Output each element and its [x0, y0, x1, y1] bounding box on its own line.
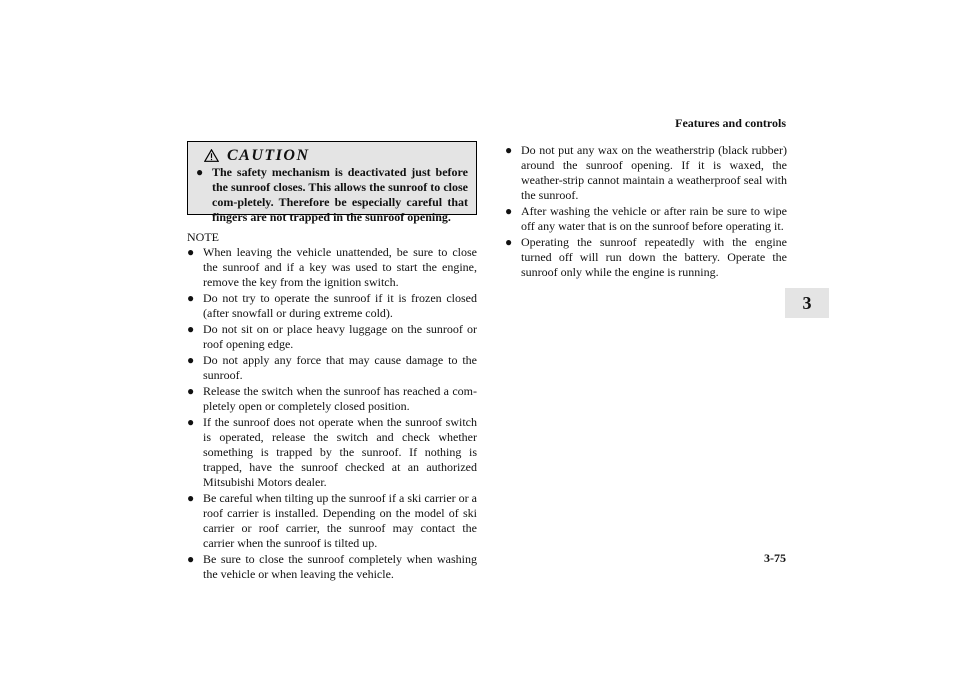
note-item	[187, 291, 477, 321]
note-text: If the sunroof does not operate when the sunroof switch is operated, release the switch and check whether something is trapped by the sunroof. If nothing is trapped, have the sunroof checked at an authorized Mitsubishi Motors dealer.	[203, 415, 477, 489]
note-item	[187, 245, 477, 290]
caution-label: CAUTION	[227, 146, 310, 164]
page-header: Features and controls	[675, 116, 786, 130]
note-item	[505, 204, 787, 234]
note-text: Do not put any wax on the weatherstrip (black rubber) around the sunroof opening. If it is waxed, the weather-strip cannot maintain a weatherproof seal with the sunroof.	[521, 143, 787, 202]
bullet-icon: ●	[187, 245, 195, 259]
note-text: Do not try to operate the sunroof if it is frozen closed (after snowfall or during extreme cold).	[203, 291, 477, 320]
note-item	[187, 552, 477, 582]
note-text: Do not sit on or place heavy luggage on the sunroof or roof opening edge.	[203, 322, 477, 351]
caution-text: The safety mechanism is deactivated just before the sunroof closes. This allows the sunroof to close com-pletely. Therefore be especially careful that fingers are not trapped in the sunroof opening.	[212, 165, 468, 224]
note-text: Release the switch when the sunroof has reached a com-pletely open or completely closed position.	[203, 384, 477, 413]
bullet-icon: ●	[505, 235, 513, 249]
note-item	[187, 384, 477, 414]
note-text: Be sure to close the sunroof completely when washing the vehicle or when leaving the vehicle.	[203, 552, 477, 581]
bullet-icon: ●	[187, 415, 195, 429]
caution-box	[187, 141, 477, 224]
bullet-icon: ●	[187, 491, 195, 505]
bullet-icon: ●	[505, 143, 513, 157]
caution-title	[204, 145, 468, 165]
warning-triangle-icon	[204, 149, 219, 162]
note-item	[187, 491, 477, 551]
note-text: When leaving the vehicle unattended, be sure to close the sunroof and if a key was used to start the engine, remove the key from the ignition switch.	[203, 245, 477, 289]
note-item	[505, 235, 787, 280]
bullet-icon: ●	[187, 552, 195, 566]
note-text: Be careful when tilting up the sunroof if a ski carrier or a roof carrier is installed. Depending on the model of ski carrier or roof carrier, the sunroof may contact the carrier when the sunroof is tilted up.	[203, 491, 477, 550]
bullet-icon: ●	[505, 204, 513, 218]
chapter-tab: 3	[785, 288, 829, 318]
page-number: 3-75	[764, 551, 786, 565]
note-title: NOTE	[187, 230, 219, 244]
right-column	[505, 143, 787, 281]
bullet-icon: ●	[187, 353, 195, 367]
bullet-icon: ●	[187, 291, 195, 305]
note-item	[505, 143, 787, 203]
bullet-icon: ●	[187, 384, 195, 398]
note-item	[187, 415, 477, 490]
note-item	[187, 322, 477, 352]
bullet-icon: ●	[187, 322, 195, 336]
caution-item	[196, 165, 468, 225]
note-text: Do not apply any force that may cause damage to the sunroof.	[203, 353, 477, 382]
note-list	[187, 245, 477, 582]
note-text: After washing the vehicle or after rain be sure to wipe off any water that is on the sunroof before operating it.	[521, 204, 787, 233]
note-item	[187, 353, 477, 383]
bullet-icon: ●	[196, 165, 204, 179]
left-column	[187, 141, 477, 583]
note-text: Operating the sunroof repeatedly with the engine turned off will run down the battery. Operate the sunroof only while the engine is running.	[521, 235, 787, 279]
